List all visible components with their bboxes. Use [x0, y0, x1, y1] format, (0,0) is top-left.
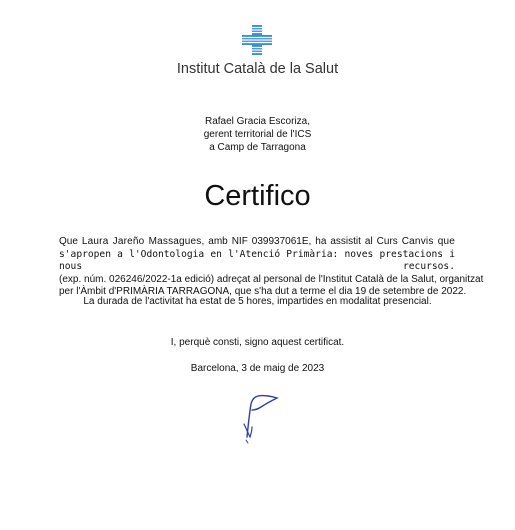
body-text-segment: , ha assistit al Curs	[308, 236, 402, 247]
attendee-name: Laura Jareño Massagues	[81, 236, 202, 247]
course-name-continued: s'apropen a l'Odontologia en l'Atenció Primària: noves prestacions i nous recursos.	[59, 248, 455, 272]
certificate-body	[59, 236, 484, 299]
ics-cross-logo-icon	[242, 25, 272, 55]
signer-block	[0, 115, 515, 154]
signer-name: Rafael Gracia Escoriza,	[204, 116, 311, 127]
certificate-title: Certifico	[204, 180, 311, 212]
closing-statement: I, perquè consti, signo aquest certificat.	[170, 337, 345, 348]
signer-location: a Camp de Tarragona	[209, 142, 306, 153]
nif-value: 039937061E	[251, 236, 309, 247]
body-line-3: (exp. núm. 026246/2022-1a edició) adreçat al personal de l'Institut Català de la Salut, organitzat	[59, 273, 484, 285]
organization-name: Institut Català de la Salut	[176, 61, 339, 77]
body-line-1	[59, 236, 455, 249]
body-line-4: per l'Àmbit d'PRIMÀRIA TARRAGONA, que s'ha dut a terme el dia 19 de setembre de 2022.	[59, 286, 467, 297]
body-text-segment: Que	[59, 236, 82, 247]
body-text-segment: , amb NIF	[201, 236, 252, 247]
duration-statement: La durada de l'activitat ha estat de 5 hores, impartides en modalitat presencial.	[83, 296, 432, 307]
signer-role: gerent territorial de l'ICS	[203, 129, 312, 140]
place-and-date: Barcelona, 3 de maig de 2023	[190, 363, 325, 374]
handwritten-signature-icon	[233, 390, 283, 450]
course-name-start: Canvis que	[401, 236, 455, 247]
